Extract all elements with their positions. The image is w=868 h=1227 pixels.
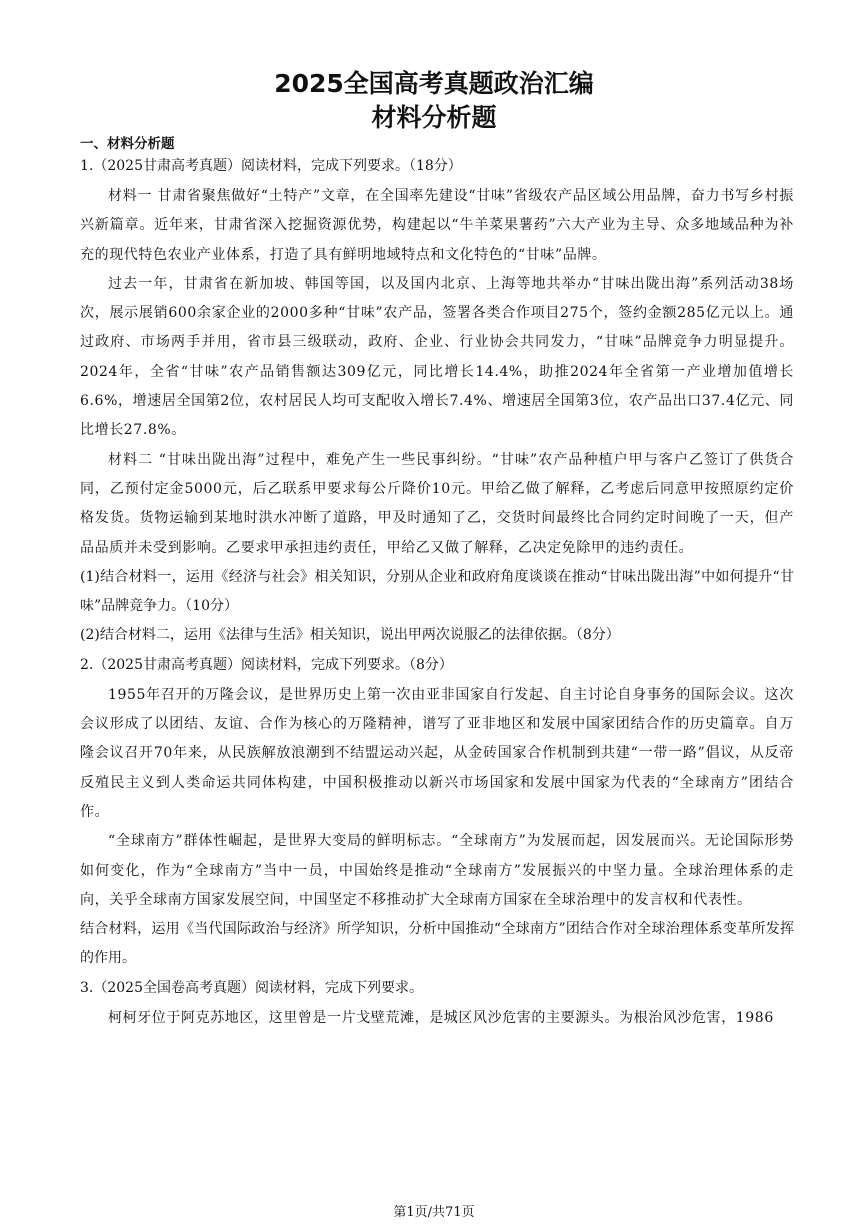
question-1-header: 1.（2025甘肃高考真题）阅读材料，完成下列要求。（18分） <box>80 158 462 174</box>
document-content <box>80 136 794 1034</box>
question-2-prompt: 结合材料，运用《当代国际政治与经济》所学知识，分析中国推动“全球南方”团结合作对全球治理体系变革所发挥的作用。 <box>80 921 794 967</box>
question-2-material-1: 1955年召开的万隆会议，是世界历史上第一次由亚非国家自行发起、自主讨论自身事务的国际会议。这次会议形成了以团结、友谊、合作为核心的万隆精神，谱写了亚非地区和发展中国家团结合作的历史篇章。自万隆会议召开70年来，从民族解放浪潮到不结盟运动兴起，从金砖国家合作机制到共建“一带一路”倡议，从反帝反殖民主义到人类命运共同体构建，中国积极推动以新兴市场国家和发展中国家为代表的“全球南方”团结合作。 <box>80 686 794 821</box>
question-3-header: 3.（2025全国卷高考真题）阅读材料，完成下列要求。 <box>80 980 423 997</box>
document-subtitle: 材料分析题 <box>371 103 497 132</box>
question-1-material-2: 材料二 “甘味出陇出海”过程中，难免产生一些民事纠纷。“甘味”农产品种植户甲与客户乙签订了供货合同，乙预付定金5000元，后乙联系甲要求每公斤降价10元。甲给乙做了解释，乙考虑后同意甲按照原约定价格发货。货物运输到某地时洪水冲断了道路，甲及时通知了乙，交货时间最终比合同约定时间晚了一天，但产品品质并未受到影响。乙要求甲承担违约责任，甲给乙又做了解释，乙决定免除甲的违约责任。 <box>80 451 794 556</box>
question-2-material-2: “全球南方”群体性崛起，是世界大变局的鲜明标志。“全球南方”为发展而起，因发展而兴。无论国际形势如何变化，作为“全球南方”当中一员，中国始终是推动“全球南方”发展振兴的中坚力量。全球治理体系的走向，关乎全球南方国家发展空间，中国坚定不移推动扩大全球南方国家在全球治理中的发言权和代表性。 <box>80 833 794 908</box>
question-3-material-1: 柯柯牙位于阿克苏地区，这里曾是一片戈壁荒滩，是城区风沙危害的主要源头。为根治风沙危害，1986 <box>108 1010 774 1027</box>
section-heading: 一、材料分析题 <box>80 136 175 152</box>
question-1-material-1: 材料一 甘肃省聚焦做好“土特产”文章，在全国率先建设“甘味”省级农产品区域公用品牌，奋力书写乡村振兴新篇章。近年来，甘肃省深入挖掘资源优势，构建起以“牛羊菜果薯药”六大产业为主导、众多地域品种为补充的现代特色农业产业体系，打造了具有鲜明地域特点和文化特色的“甘味”品牌。 <box>80 188 794 263</box>
question-1-subquestion-1: (1)结合材料一，运用《经济与社会》相关知识，分别从企业和政府角度谈谈在推动“甘味出陇出海”中如何提升“甘味”品牌竞争力。（10分） <box>80 568 794 614</box>
question-1-subquestion-2: (2)结合材料二，运用《法律与生活》相关知识，说出甲两次说服乙的法律依据。（8分） <box>80 626 620 643</box>
document-title: 2025全国高考真题政治汇编 <box>274 69 594 98</box>
page-number: 第1页/共71页 <box>393 1205 475 1220</box>
question-1-material-1-continued: 过去一年，甘肃省在新加坡、韩国等国，以及国内北京、上海等地共举办“甘味出陇出海”系列活动38场次，展示展销600余家企业的2000多种“甘味”农产品，签署各类合作项目275个，签约金额285亿元以上。通过政府、市场两手并用，省市县三级联动，政府、企业、行业协会共同发力，“甘味”品牌竞争力明显提升。2024年，全省“甘味”农产品销售额达309亿元，同比增长14.4%，助推2024年全省第一产业增加值增长6.6%，增速居全国第2位，农村居民人均可支配收入增长7.4%、增速居全国第3位，农产品出口37.4亿元、同比增长27.8%。 <box>80 275 794 439</box>
question-2-header: 2.（2025甘肃高考真题）阅读材料，完成下列要求。（8分） <box>80 656 453 673</box>
